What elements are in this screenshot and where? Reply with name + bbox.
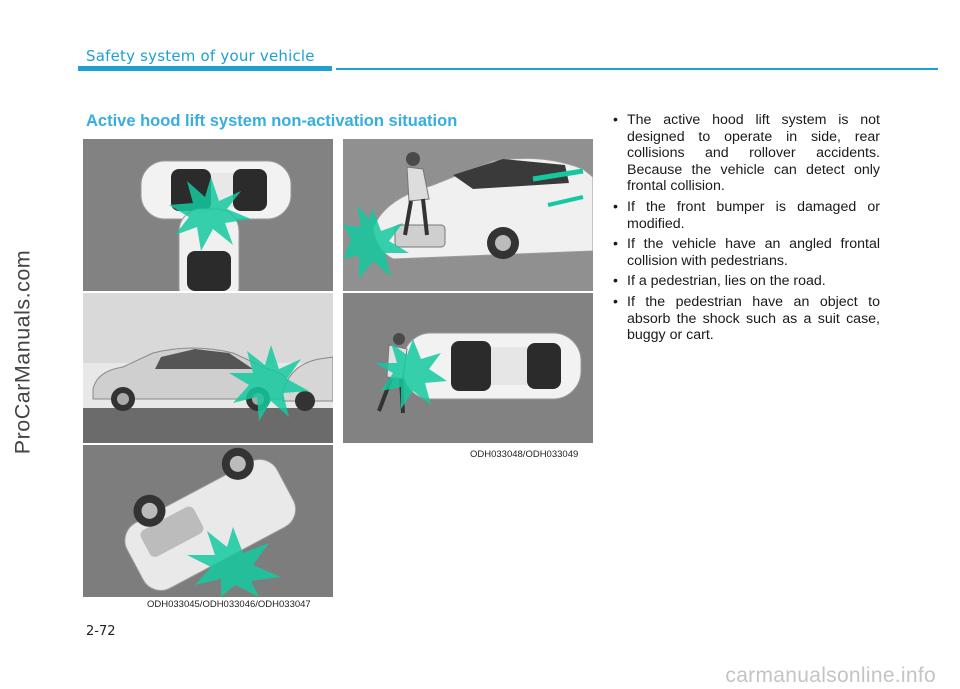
illustration-rollover (83, 445, 333, 597)
side-watermark: ProCarManuals.com (10, 249, 35, 455)
figure-caption-right: ODH033048/ODH033049 (470, 449, 579, 460)
non-activation-list (604, 112, 880, 348)
list-item: • If the pedestrian have an object to absorb the shock such as a suit case, buggy or cart. (604, 294, 880, 344)
illustration-side-collision (83, 139, 333, 291)
list-item: • If the front bumper is damaged or modified. (604, 199, 880, 232)
figure-caption-left: ODH033045/ODH033046/ODH033047 (147, 599, 311, 610)
list-item: • The active hood lift system is not designed to operate in side, rear collisions and rollover accidents. Because the vehicle can detect only frontal collision. (604, 112, 880, 195)
illustration-angled-pedestrian-collision (343, 139, 593, 291)
bottom-watermark: carmanualsonline.info (725, 664, 936, 687)
illustration-rear-collision (83, 293, 333, 443)
list-item: • If a pedestrian, lies on the road. (604, 273, 880, 290)
header-rule-thin (336, 68, 938, 70)
list-item: • If the vehicle have an angled frontal collision with pedestrians. (604, 236, 880, 269)
header-title: Safety system of your vehicle (86, 47, 315, 65)
page-number: 2-72 (86, 624, 116, 639)
section-heading: Active hood lift system non-activation situation (86, 112, 458, 130)
header-rule-thick (78, 66, 332, 71)
illustration-pedestrian-lying (343, 293, 593, 443)
